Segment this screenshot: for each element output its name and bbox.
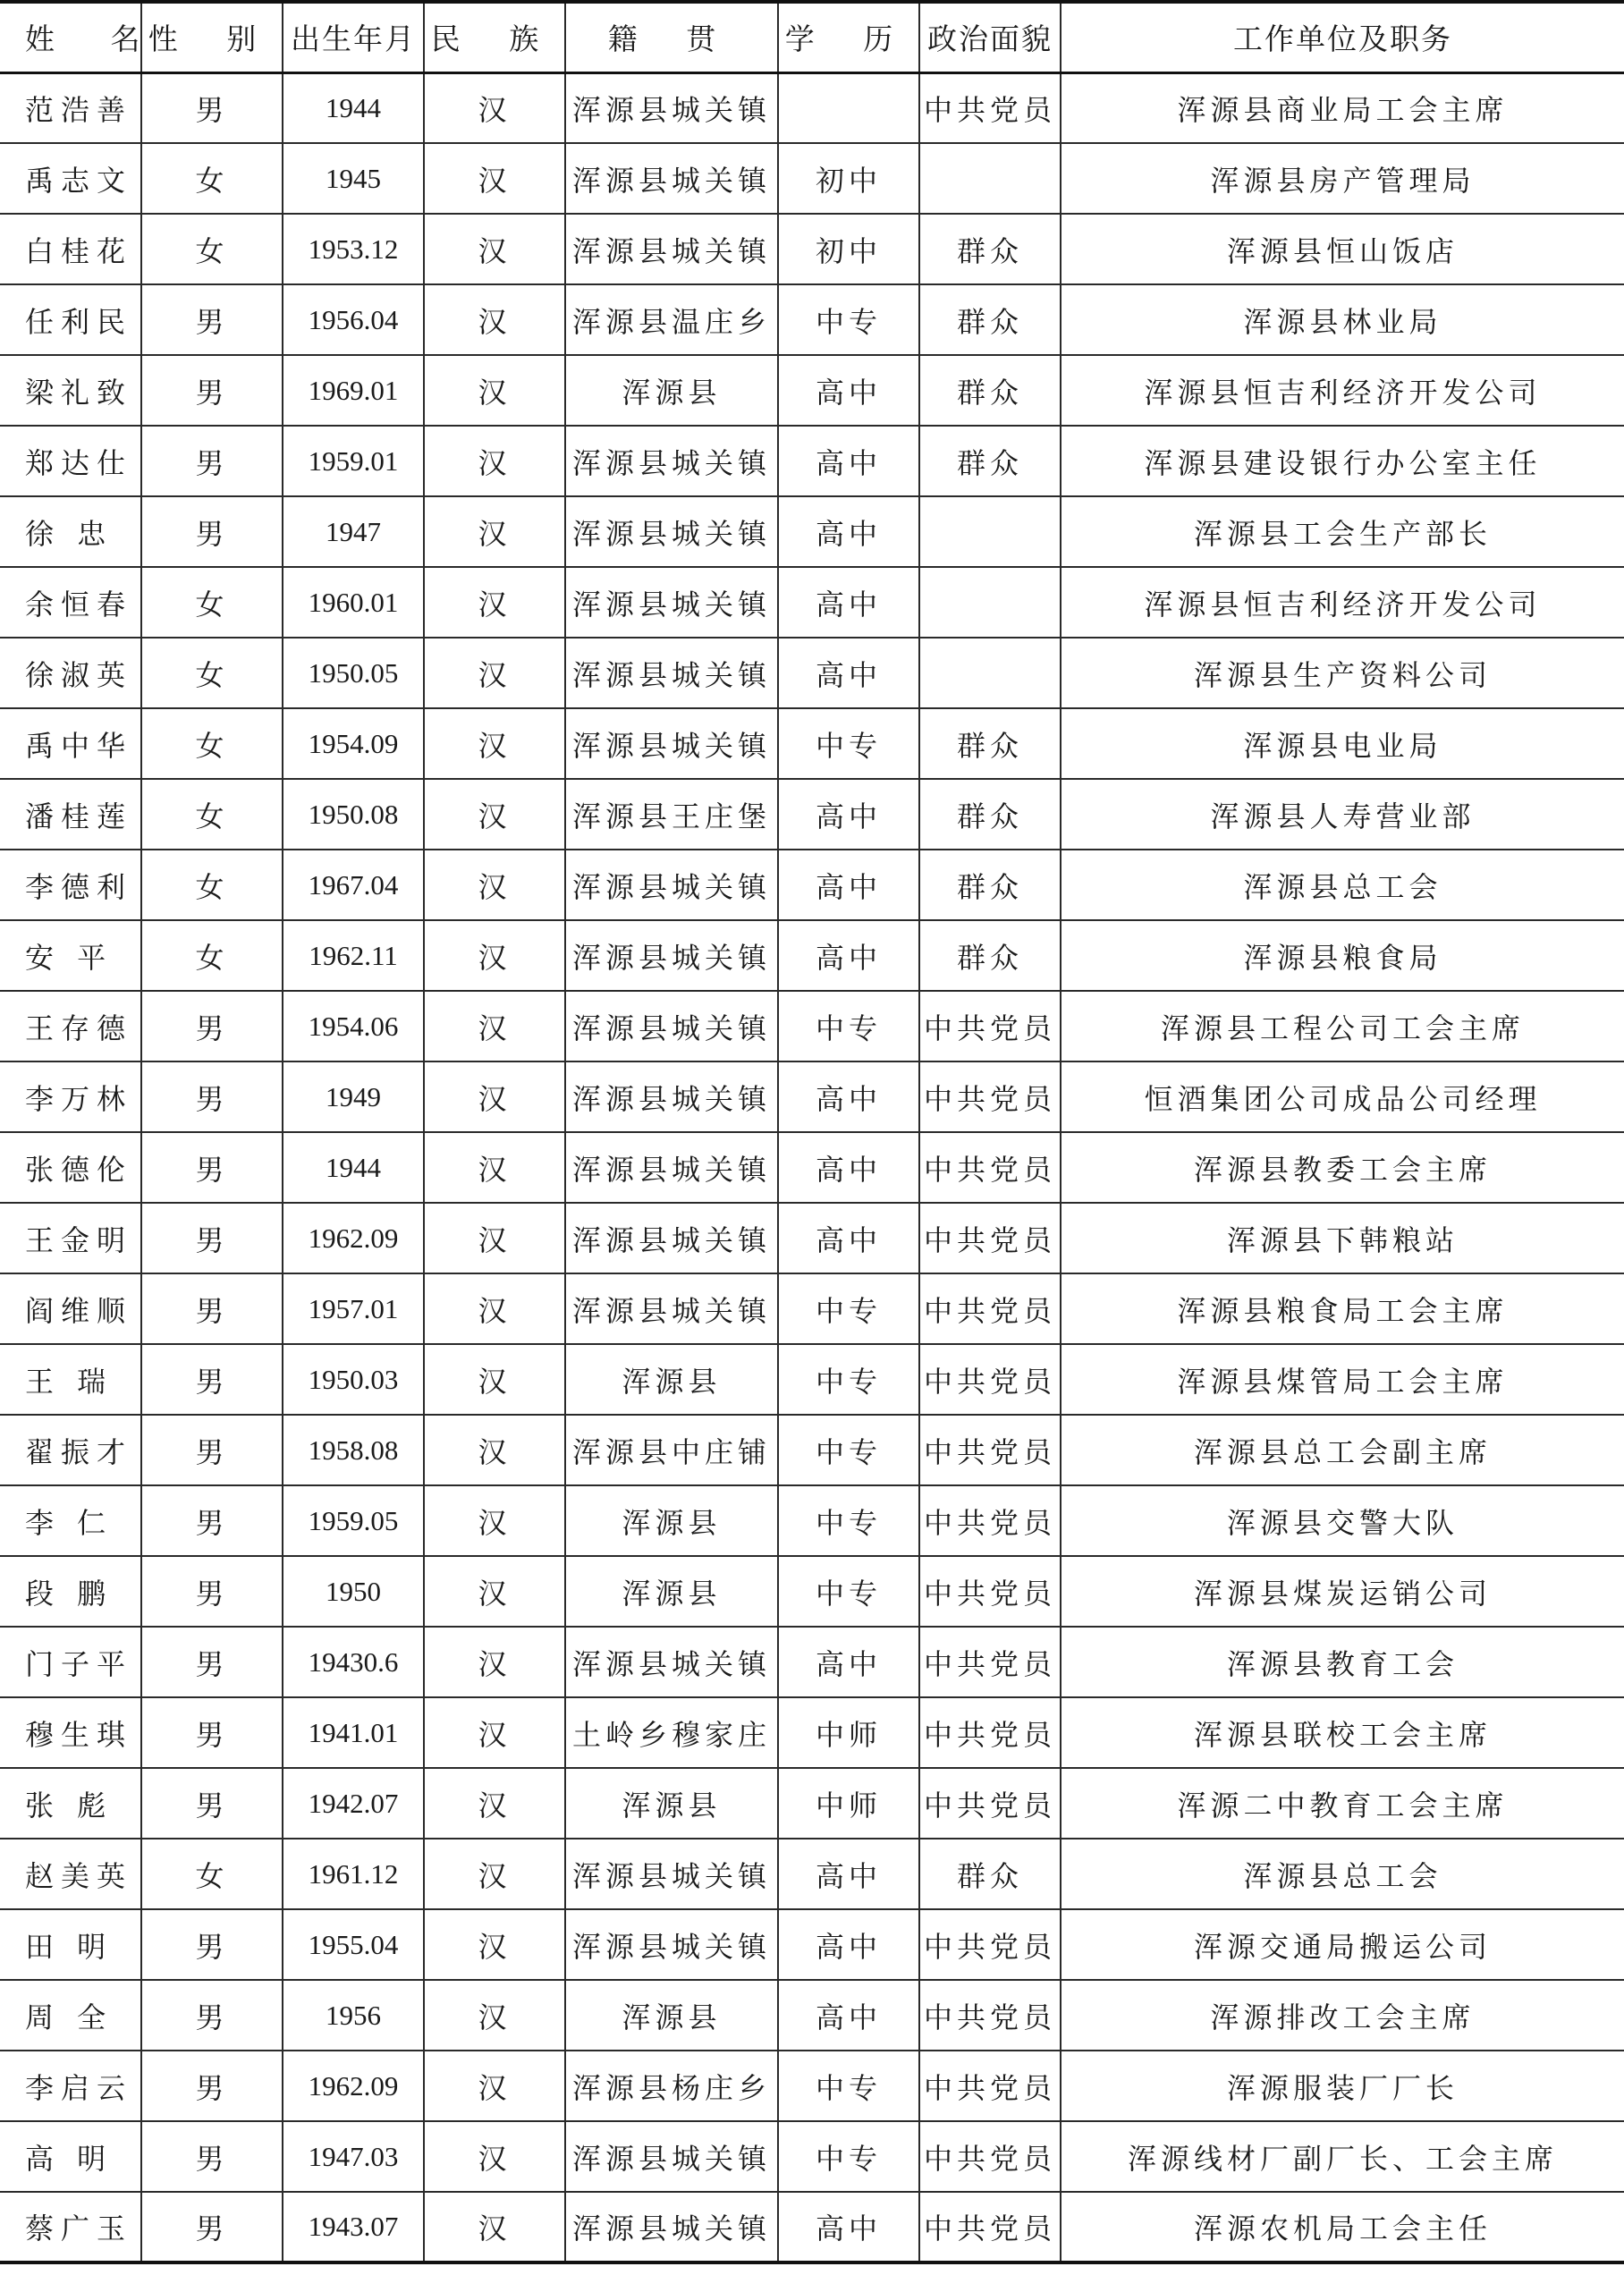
table-header <box>0 2 1624 72</box>
gender-cell: 男 <box>141 496 283 567</box>
gender-cell: 女 <box>141 850 283 920</box>
gender-cell: 女 <box>141 779 283 850</box>
political-status-cell: 中共党员 <box>919 1768 1061 1839</box>
education-cell: 高中 <box>778 567 919 638</box>
workplace-cell: 浑源县总工会 <box>1061 850 1624 920</box>
birth-date-cell: 1950 <box>283 1556 424 1627</box>
gender-cell: 男 <box>141 426 283 496</box>
name-cell: 徐 忠 <box>0 496 141 567</box>
education-cell: 中专 <box>778 991 919 1061</box>
education-cell: 高中 <box>778 1203 919 1273</box>
political-status-cell: 群众 <box>919 426 1061 496</box>
education-cell: 高中 <box>778 920 919 991</box>
education-cell: 中师 <box>778 1697 919 1768</box>
table-row <box>0 1697 1624 1768</box>
ethnicity-cell: 汉 <box>424 2121 565 2192</box>
native-place-cell: 浑源县城关镇 <box>565 2121 778 2192</box>
ethnicity-cell: 汉 <box>424 638 565 708</box>
table-row <box>0 1344 1624 1415</box>
education-cell: 高中 <box>778 1909 919 1980</box>
education-cell: 中专 <box>778 1273 919 1344</box>
native-place-cell: 浑源县温庄乡 <box>565 284 778 355</box>
education-cell: 高中 <box>778 638 919 708</box>
political-status-cell: 中共党员 <box>919 1485 1061 1556</box>
gender-cell: 男 <box>141 1273 283 1344</box>
workplace-cell: 浑源农机局工会主任 <box>1061 2192 1624 2262</box>
gender-cell: 男 <box>141 72 283 143</box>
workplace-cell: 浑源服装厂厂长 <box>1061 2051 1624 2121</box>
workplace-cell: 浑源县教育工会 <box>1061 1627 1624 1697</box>
ethnicity-cell: 汉 <box>424 426 565 496</box>
table-row <box>0 1273 1624 1344</box>
table-row <box>0 638 1624 708</box>
political-status-cell: 中共党员 <box>919 1415 1061 1485</box>
name-cell: 禹志文 <box>0 143 141 214</box>
education-cell: 中专 <box>778 1556 919 1627</box>
birth-date-cell: 1949 <box>283 1061 424 1132</box>
native-place-cell: 浑源县 <box>565 1980 778 2051</box>
native-place-cell: 浑源县城关镇 <box>565 638 778 708</box>
table-row <box>0 426 1624 496</box>
workplace-cell: 浑源县林业局 <box>1061 284 1624 355</box>
name-cell: 郑达仕 <box>0 426 141 496</box>
political-status-cell <box>919 567 1061 638</box>
workplace-cell: 浑源线材厂副厂长、工会主席 <box>1061 2121 1624 2192</box>
name-cell: 阎维顺 <box>0 1273 141 1344</box>
ethnicity-cell: 汉 <box>424 1768 565 1839</box>
table-row <box>0 1980 1624 2051</box>
ethnicity-cell: 汉 <box>424 72 565 143</box>
ethnicity-cell: 汉 <box>424 1415 565 1485</box>
birth-date-cell: 1962.09 <box>283 2051 424 2121</box>
gender-cell: 男 <box>141 1485 283 1556</box>
education-cell: 高中 <box>778 1132 919 1203</box>
name-cell: 徐淑英 <box>0 638 141 708</box>
ethnicity-cell: 汉 <box>424 496 565 567</box>
name-cell: 穆生琪 <box>0 1697 141 1768</box>
birth-date-cell: 1945 <box>283 143 424 214</box>
workplace-cell: 浑源县工程公司工会主席 <box>1061 991 1624 1061</box>
ethnicity-cell: 汉 <box>424 1132 565 1203</box>
header-political-status: 政治面貌 <box>919 2 1061 72</box>
education-cell: 高中 <box>778 1839 919 1909</box>
political-status-cell: 中共党员 <box>919 1344 1061 1415</box>
political-status-cell: 中共党员 <box>919 1627 1061 1697</box>
gender-cell: 男 <box>141 991 283 1061</box>
native-place-cell: 浑源县 <box>565 1556 778 1627</box>
political-status-cell: 群众 <box>919 708 1061 779</box>
education-cell: 中师 <box>778 1768 919 1839</box>
native-place-cell: 浑源县城关镇 <box>565 1203 778 1273</box>
header-gender: 性 别 <box>141 2 283 72</box>
name-cell: 禹中华 <box>0 708 141 779</box>
native-place-cell: 土岭乡穆家庄 <box>565 1697 778 1768</box>
header-ethnicity: 民 族 <box>424 2 565 72</box>
birth-date-cell: 1969.01 <box>283 355 424 426</box>
native-place-cell: 浑源县王庄堡 <box>565 779 778 850</box>
name-cell: 白桂花 <box>0 214 141 284</box>
native-place-cell: 浑源县 <box>565 1768 778 1839</box>
birth-date-cell: 1942.07 <box>283 1768 424 1839</box>
workplace-cell: 浑源县商业局工会主席 <box>1061 72 1624 143</box>
birth-date-cell: 1962.11 <box>283 920 424 991</box>
table-row <box>0 496 1624 567</box>
political-status-cell: 中共党员 <box>919 2121 1061 2192</box>
political-status-cell: 群众 <box>919 284 1061 355</box>
native-place-cell: 浑源县城关镇 <box>565 708 778 779</box>
political-status-cell: 中共党员 <box>919 2192 1061 2262</box>
gender-cell: 男 <box>141 284 283 355</box>
header-native-place: 籍 贯 <box>565 2 778 72</box>
political-status-cell: 群众 <box>919 850 1061 920</box>
table-row <box>0 1839 1624 1909</box>
gender-cell: 男 <box>141 2121 283 2192</box>
birth-date-cell: 1962.09 <box>283 1203 424 1273</box>
ethnicity-cell: 汉 <box>424 214 565 284</box>
birth-date-cell: 1956.04 <box>283 284 424 355</box>
workplace-cell: 浑源县教委工会主席 <box>1061 1132 1624 1203</box>
native-place-cell: 浑源县 <box>565 1344 778 1415</box>
ethnicity-cell: 汉 <box>424 1556 565 1627</box>
table-row <box>0 920 1624 991</box>
political-status-cell: 群众 <box>919 355 1061 426</box>
political-status-cell: 群众 <box>919 214 1061 284</box>
gender-cell: 男 <box>141 1132 283 1203</box>
birth-date-cell: 1947 <box>283 496 424 567</box>
native-place-cell: 浑源县 <box>565 355 778 426</box>
name-cell: 李启云 <box>0 2051 141 2121</box>
name-cell: 蔡广玉 <box>0 2192 141 2262</box>
political-status-cell: 群众 <box>919 1839 1061 1909</box>
workplace-cell: 浑源县总工会 <box>1061 1839 1624 1909</box>
education-cell: 中专 <box>778 2121 919 2192</box>
gender-cell: 女 <box>141 143 283 214</box>
workplace-cell: 浑源县恒山饭店 <box>1061 214 1624 284</box>
birth-date-cell: 1956 <box>283 1980 424 2051</box>
native-place-cell: 浑源县中庄铺 <box>565 1415 778 1485</box>
ethnicity-cell: 汉 <box>424 567 565 638</box>
gender-cell: 男 <box>141 1980 283 2051</box>
birth-date-cell: 1941.01 <box>283 1697 424 1768</box>
native-place-cell: 浑源县城关镇 <box>565 1627 778 1697</box>
gender-cell: 女 <box>141 1839 283 1909</box>
name-cell: 余恒春 <box>0 567 141 638</box>
education-cell: 高中 <box>778 779 919 850</box>
political-status-cell: 中共党员 <box>919 72 1061 143</box>
gender-cell: 女 <box>141 214 283 284</box>
ethnicity-cell: 汉 <box>424 2051 565 2121</box>
gender-cell: 男 <box>141 1344 283 1415</box>
political-status-cell: 中共党员 <box>919 1909 1061 1980</box>
education-cell <box>778 72 919 143</box>
gender-cell: 男 <box>141 1768 283 1839</box>
table-row <box>0 779 1624 850</box>
workplace-cell: 浑源县生产资料公司 <box>1061 638 1624 708</box>
gender-cell: 男 <box>141 1061 283 1132</box>
name-cell: 高 明 <box>0 2121 141 2192</box>
table-row <box>0 991 1624 1061</box>
name-cell: 李德利 <box>0 850 141 920</box>
table-row <box>0 1485 1624 1556</box>
native-place-cell: 浑源县城关镇 <box>565 920 778 991</box>
name-cell: 王金明 <box>0 1203 141 1273</box>
gender-cell: 女 <box>141 708 283 779</box>
name-cell: 范浩善 <box>0 72 141 143</box>
gender-cell: 男 <box>141 1627 283 1697</box>
native-place-cell: 浑源县城关镇 <box>565 214 778 284</box>
ethnicity-cell: 汉 <box>424 708 565 779</box>
native-place-cell: 浑源县城关镇 <box>565 143 778 214</box>
header-education: 学 历 <box>778 2 919 72</box>
ethnicity-cell: 汉 <box>424 143 565 214</box>
table-row <box>0 567 1624 638</box>
table-row <box>0 1768 1624 1839</box>
table-row <box>0 1909 1624 1980</box>
table-row <box>0 1132 1624 1203</box>
name-cell: 王存德 <box>0 991 141 1061</box>
ethnicity-cell: 汉 <box>424 1344 565 1415</box>
political-status-cell: 中共党员 <box>919 1273 1061 1344</box>
native-place-cell: 浑源县城关镇 <box>565 1839 778 1909</box>
ethnicity-cell: 汉 <box>424 1061 565 1132</box>
name-cell: 张 彪 <box>0 1768 141 1839</box>
political-status-cell: 中共党员 <box>919 1132 1061 1203</box>
education-cell: 高中 <box>778 426 919 496</box>
political-status-cell <box>919 638 1061 708</box>
native-place-cell: 浑源县城关镇 <box>565 1273 778 1344</box>
native-place-cell: 浑源县城关镇 <box>565 426 778 496</box>
name-cell: 李 仁 <box>0 1485 141 1556</box>
table-row <box>0 284 1624 355</box>
native-place-cell: 浑源县城关镇 <box>565 567 778 638</box>
name-cell: 李万林 <box>0 1061 141 1132</box>
header-birth-date: 出生年月 <box>283 2 424 72</box>
workplace-cell: 浑源交通局搬运公司 <box>1061 1909 1624 1980</box>
birth-date-cell: 1958.08 <box>283 1415 424 1485</box>
workplace-cell: 浑源县下韩粮站 <box>1061 1203 1624 1273</box>
birth-date-cell: 1943.07 <box>283 2192 424 2262</box>
gender-cell: 女 <box>141 920 283 991</box>
birth-date-cell: 19430.6 <box>283 1627 424 1697</box>
political-status-cell: 中共党员 <box>919 1556 1061 1627</box>
header-row <box>0 2 1624 72</box>
ethnicity-cell: 汉 <box>424 850 565 920</box>
workplace-cell: 浑源排改工会主席 <box>1061 1980 1624 2051</box>
ethnicity-cell: 汉 <box>424 2192 565 2262</box>
workplace-cell: 恒酒集团公司成品公司经理 <box>1061 1061 1624 1132</box>
native-place-cell: 浑源县城关镇 <box>565 496 778 567</box>
birth-date-cell: 1959.01 <box>283 426 424 496</box>
table-body <box>0 72 1624 2262</box>
table-row <box>0 2121 1624 2192</box>
birth-date-cell: 1953.12 <box>283 214 424 284</box>
table-row <box>0 708 1624 779</box>
workplace-cell: 浑源县粮食局 <box>1061 920 1624 991</box>
name-cell: 周 全 <box>0 1980 141 2051</box>
workplace-cell: 浑源县建设银行办公室主任 <box>1061 426 1624 496</box>
birth-date-cell: 1950.03 <box>283 1344 424 1415</box>
ethnicity-cell: 汉 <box>424 779 565 850</box>
workplace-cell: 浑源县总工会副主席 <box>1061 1415 1624 1485</box>
native-place-cell: 浑源县城关镇 <box>565 1061 778 1132</box>
table-row <box>0 1061 1624 1132</box>
ethnicity-cell: 汉 <box>424 1839 565 1909</box>
birth-date-cell: 1950.05 <box>283 638 424 708</box>
workplace-cell: 浑源县粮食局工会主席 <box>1061 1273 1624 1344</box>
name-cell: 段 鹏 <box>0 1556 141 1627</box>
name-cell: 张德伦 <box>0 1132 141 1203</box>
gender-cell: 男 <box>141 1203 283 1273</box>
education-cell: 高中 <box>778 850 919 920</box>
name-cell: 门子平 <box>0 1627 141 1697</box>
political-status-cell: 中共党员 <box>919 2051 1061 2121</box>
workplace-cell: 浑源县恒吉利经济开发公司 <box>1061 355 1624 426</box>
gender-cell: 男 <box>141 2051 283 2121</box>
table-row <box>0 143 1624 214</box>
political-status-cell: 中共党员 <box>919 1061 1061 1132</box>
political-status-cell: 群众 <box>919 779 1061 850</box>
native-place-cell: 浑源县城关镇 <box>565 991 778 1061</box>
ethnicity-cell: 汉 <box>424 991 565 1061</box>
table-row <box>0 2192 1624 2262</box>
ethnicity-cell: 汉 <box>424 1909 565 1980</box>
table-row <box>0 1203 1624 1273</box>
political-status-cell <box>919 143 1061 214</box>
political-status-cell: 群众 <box>919 920 1061 991</box>
workplace-cell: 浑源县联校工会主席 <box>1061 1697 1624 1768</box>
native-place-cell: 浑源县城关镇 <box>565 1909 778 1980</box>
table-row <box>0 1415 1624 1485</box>
birth-date-cell: 1950.08 <box>283 779 424 850</box>
birth-date-cell: 1947.03 <box>283 2121 424 2192</box>
education-cell: 中专 <box>778 284 919 355</box>
education-cell: 中专 <box>778 1415 919 1485</box>
education-cell: 高中 <box>778 1061 919 1132</box>
workplace-cell: 浑源县人寿营业部 <box>1061 779 1624 850</box>
birth-date-cell: 1944 <box>283 72 424 143</box>
gender-cell: 男 <box>141 2192 283 2262</box>
name-cell: 安 平 <box>0 920 141 991</box>
political-status-cell: 中共党员 <box>919 991 1061 1061</box>
education-cell: 高中 <box>778 1980 919 2051</box>
workplace-cell: 浑源县工会生产部长 <box>1061 496 1624 567</box>
native-place-cell: 浑源县城关镇 <box>565 2192 778 2262</box>
name-cell: 梁礼致 <box>0 355 141 426</box>
ethnicity-cell: 汉 <box>424 1273 565 1344</box>
ethnicity-cell: 汉 <box>424 355 565 426</box>
name-cell: 任利民 <box>0 284 141 355</box>
table-row <box>0 1627 1624 1697</box>
header-name: 姓 名 <box>0 2 141 72</box>
education-cell: 高中 <box>778 496 919 567</box>
birth-date-cell: 1954.06 <box>283 991 424 1061</box>
political-status-cell: 中共党员 <box>919 1980 1061 2051</box>
workplace-cell: 浑源县交警大队 <box>1061 1485 1624 1556</box>
ethnicity-cell: 汉 <box>424 920 565 991</box>
workplace-cell: 浑源县房产管理局 <box>1061 143 1624 214</box>
native-place-cell: 浑源县城关镇 <box>565 1132 778 1203</box>
political-status-cell <box>919 496 1061 567</box>
name-cell: 潘桂莲 <box>0 779 141 850</box>
birth-date-cell: 1961.12 <box>283 1839 424 1909</box>
gender-cell: 男 <box>141 1415 283 1485</box>
birth-date-cell: 1960.01 <box>283 567 424 638</box>
education-cell: 高中 <box>778 355 919 426</box>
birth-date-cell: 1959.05 <box>283 1485 424 1556</box>
name-cell: 翟振才 <box>0 1415 141 1485</box>
gender-cell: 女 <box>141 567 283 638</box>
ethnicity-cell: 汉 <box>424 1485 565 1556</box>
education-cell: 初中 <box>778 143 919 214</box>
ethnicity-cell: 汉 <box>424 1203 565 1273</box>
gender-cell: 男 <box>141 355 283 426</box>
gender-cell: 男 <box>141 1909 283 1980</box>
gender-cell: 男 <box>141 1556 283 1627</box>
birth-date-cell: 1955.04 <box>283 1909 424 1980</box>
header-workplace-position: 工作单位及职务 <box>1061 2 1624 72</box>
political-status-cell: 中共党员 <box>919 1203 1061 1273</box>
political-status-cell: 中共党员 <box>919 1697 1061 1768</box>
workplace-cell: 浑源县煤管局工会主席 <box>1061 1344 1624 1415</box>
native-place-cell: 浑源县 <box>565 1485 778 1556</box>
workplace-cell: 浑源县电业局 <box>1061 708 1624 779</box>
name-cell: 赵美英 <box>0 1839 141 1909</box>
table-row <box>0 1556 1624 1627</box>
education-cell: 中专 <box>778 708 919 779</box>
birth-date-cell: 1954.09 <box>283 708 424 779</box>
native-place-cell: 浑源县城关镇 <box>565 850 778 920</box>
education-cell: 初中 <box>778 214 919 284</box>
gender-cell: 女 <box>141 638 283 708</box>
table-row <box>0 2051 1624 2121</box>
birth-date-cell: 1957.01 <box>283 1273 424 1344</box>
table-row <box>0 72 1624 143</box>
education-cell: 中专 <box>778 2051 919 2121</box>
name-cell: 王 瑞 <box>0 1344 141 1415</box>
education-cell: 中专 <box>778 1344 919 1415</box>
table-row <box>0 355 1624 426</box>
ethnicity-cell: 汉 <box>424 1980 565 2051</box>
table-row <box>0 214 1624 284</box>
education-cell: 高中 <box>778 2192 919 2262</box>
native-place-cell: 浑源县杨庄乡 <box>565 2051 778 2121</box>
name-cell: 田 明 <box>0 1909 141 1980</box>
workplace-cell: 浑源县煤炭运销公司 <box>1061 1556 1624 1627</box>
education-cell: 高中 <box>778 1627 919 1697</box>
gender-cell: 男 <box>141 1697 283 1768</box>
education-cell: 中专 <box>778 1485 919 1556</box>
table-row <box>0 850 1624 920</box>
birth-date-cell: 1967.04 <box>283 850 424 920</box>
ethnicity-cell: 汉 <box>424 1697 565 1768</box>
birth-date-cell: 1944 <box>283 1132 424 1203</box>
workplace-cell: 浑源县恒吉利经济开发公司 <box>1061 567 1624 638</box>
ethnicity-cell: 汉 <box>424 1627 565 1697</box>
workplace-cell: 浑源二中教育工会主席 <box>1061 1768 1624 1839</box>
ethnicity-cell: 汉 <box>424 284 565 355</box>
native-place-cell: 浑源县城关镇 <box>565 72 778 143</box>
